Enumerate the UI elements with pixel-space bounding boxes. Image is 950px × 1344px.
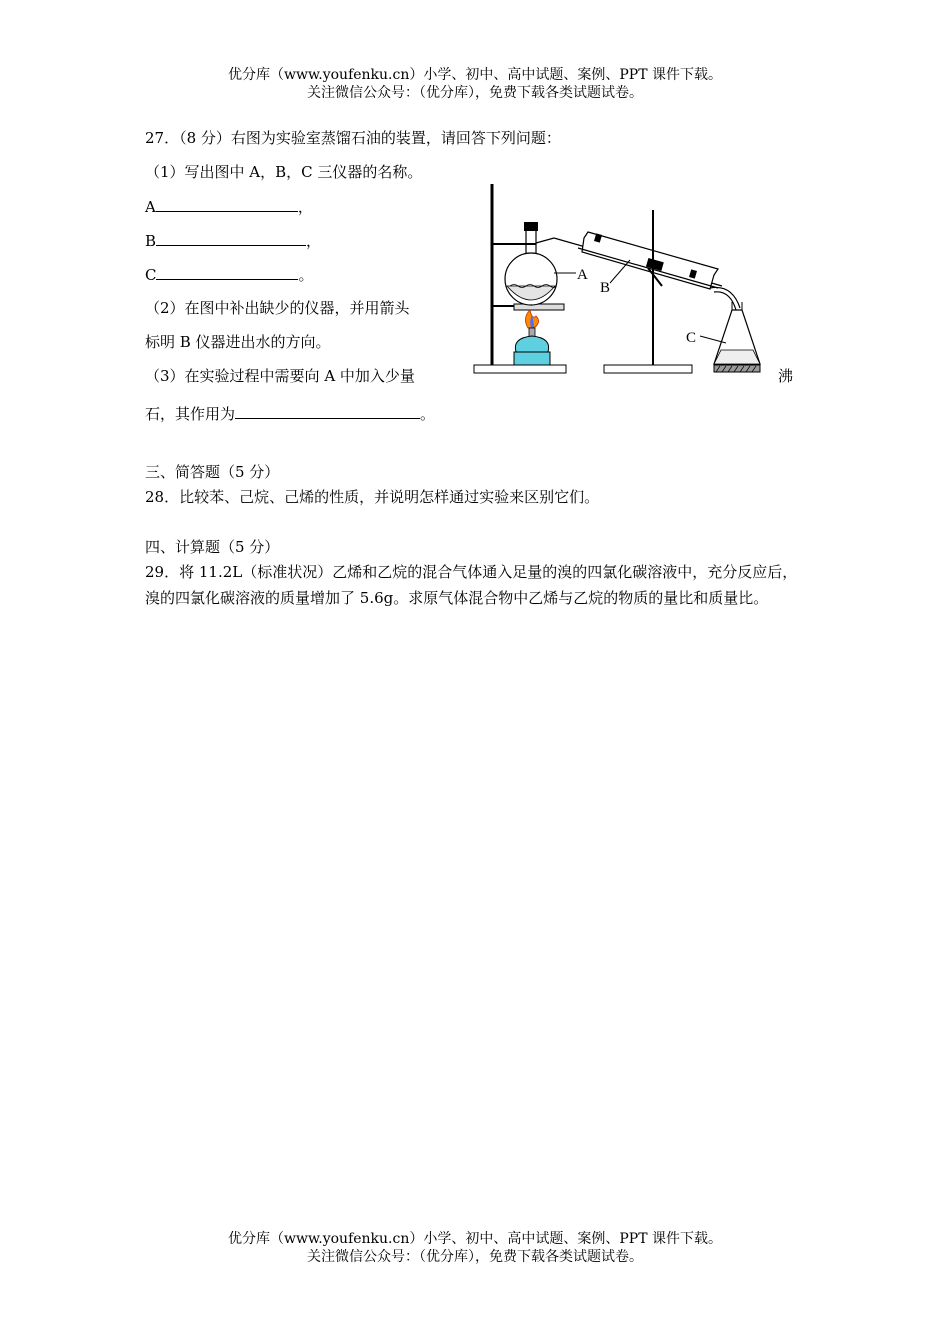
answer-a-blank[interactable] [156,196,298,212]
q27-answer-b [145,230,321,251]
distillation-apparatus-figure [470,178,775,378]
flask-a [505,222,576,305]
part3-line2-end: 。 [420,405,436,423]
alcohol-lamp [514,310,550,365]
answer-a-label: A [145,198,156,216]
figure-label-b: B [600,280,611,296]
footer-line-2: 关注微信公众号：（优分库），免费下载各类试题试卷。 [307,1249,643,1265]
header-line-1: 优分库（www.youfenku.cn）小学、初中、高中试题、案例、PPT 课件下载。 [227,67,722,83]
part3-line2-start: 石，其作用为 [145,405,236,423]
q27-part3-line1: （3）在实验过程中需要向 A 中加入少量 [145,367,415,385]
q28-text: 28．比较苯、己烷、己烯的性质，并说明怎样通过实验来区别它们。 [145,488,600,506]
answer-b-blank[interactable] [156,230,306,246]
q29-text: 29．将 11.2L（标准状况）乙烯和乙烷的混合气体通入足量的溴的四氯化碳溶液中，充分反应后，溴的四氯化碳溶液的质量增加了 5.6g。求原气体混合物中乙烯与乙烷的物质的量比和质量比。 [145,563,798,607]
q27-part3-tail: 沸 [778,367,794,385]
q27-part3-line2 [145,403,435,424]
figure-label-c: C [686,330,697,346]
answer-boiling-stone-blank[interactable] [235,403,420,419]
q27-part1: （1）写出图中 A，B，C 三仪器的名称。 [145,163,423,181]
header-line-2: 关注微信公众号：（优分库），免费下载各类试题试卷。 [307,85,643,101]
q27-answer-a [145,196,313,217]
answer-b-punct: ， [306,232,322,250]
figure-label-a: A [577,267,588,283]
answer-a-punct: ， [297,198,313,216]
answer-c-label: C [145,266,157,284]
right-iron-stand [604,210,692,373]
q27-title: 27．（8 分）右图为实验室蒸馏石油的装置，请回答下列问题： [145,129,561,147]
answer-b-label: B [145,232,157,250]
q27-answer-c [145,264,314,285]
footer-line-1: 优分库（www.youfenku.cn）小学、初中、高中试题、案例、PPT 课件下载。 [227,1231,722,1247]
answer-c-blank[interactable] [156,264,298,280]
q27-part2-line1: （2）在图中补出缺少的仪器，并用箭头 [145,299,410,317]
conical-flask-c [700,287,760,372]
answer-c-punct: 。 [298,266,314,284]
section3-heading: 三、简答题（5 分） [145,463,280,481]
q27-part2-line2: 标明 B 仪器进出水的方向。 [145,333,331,351]
section4-heading: 四、计算题（5 分） [145,538,280,556]
